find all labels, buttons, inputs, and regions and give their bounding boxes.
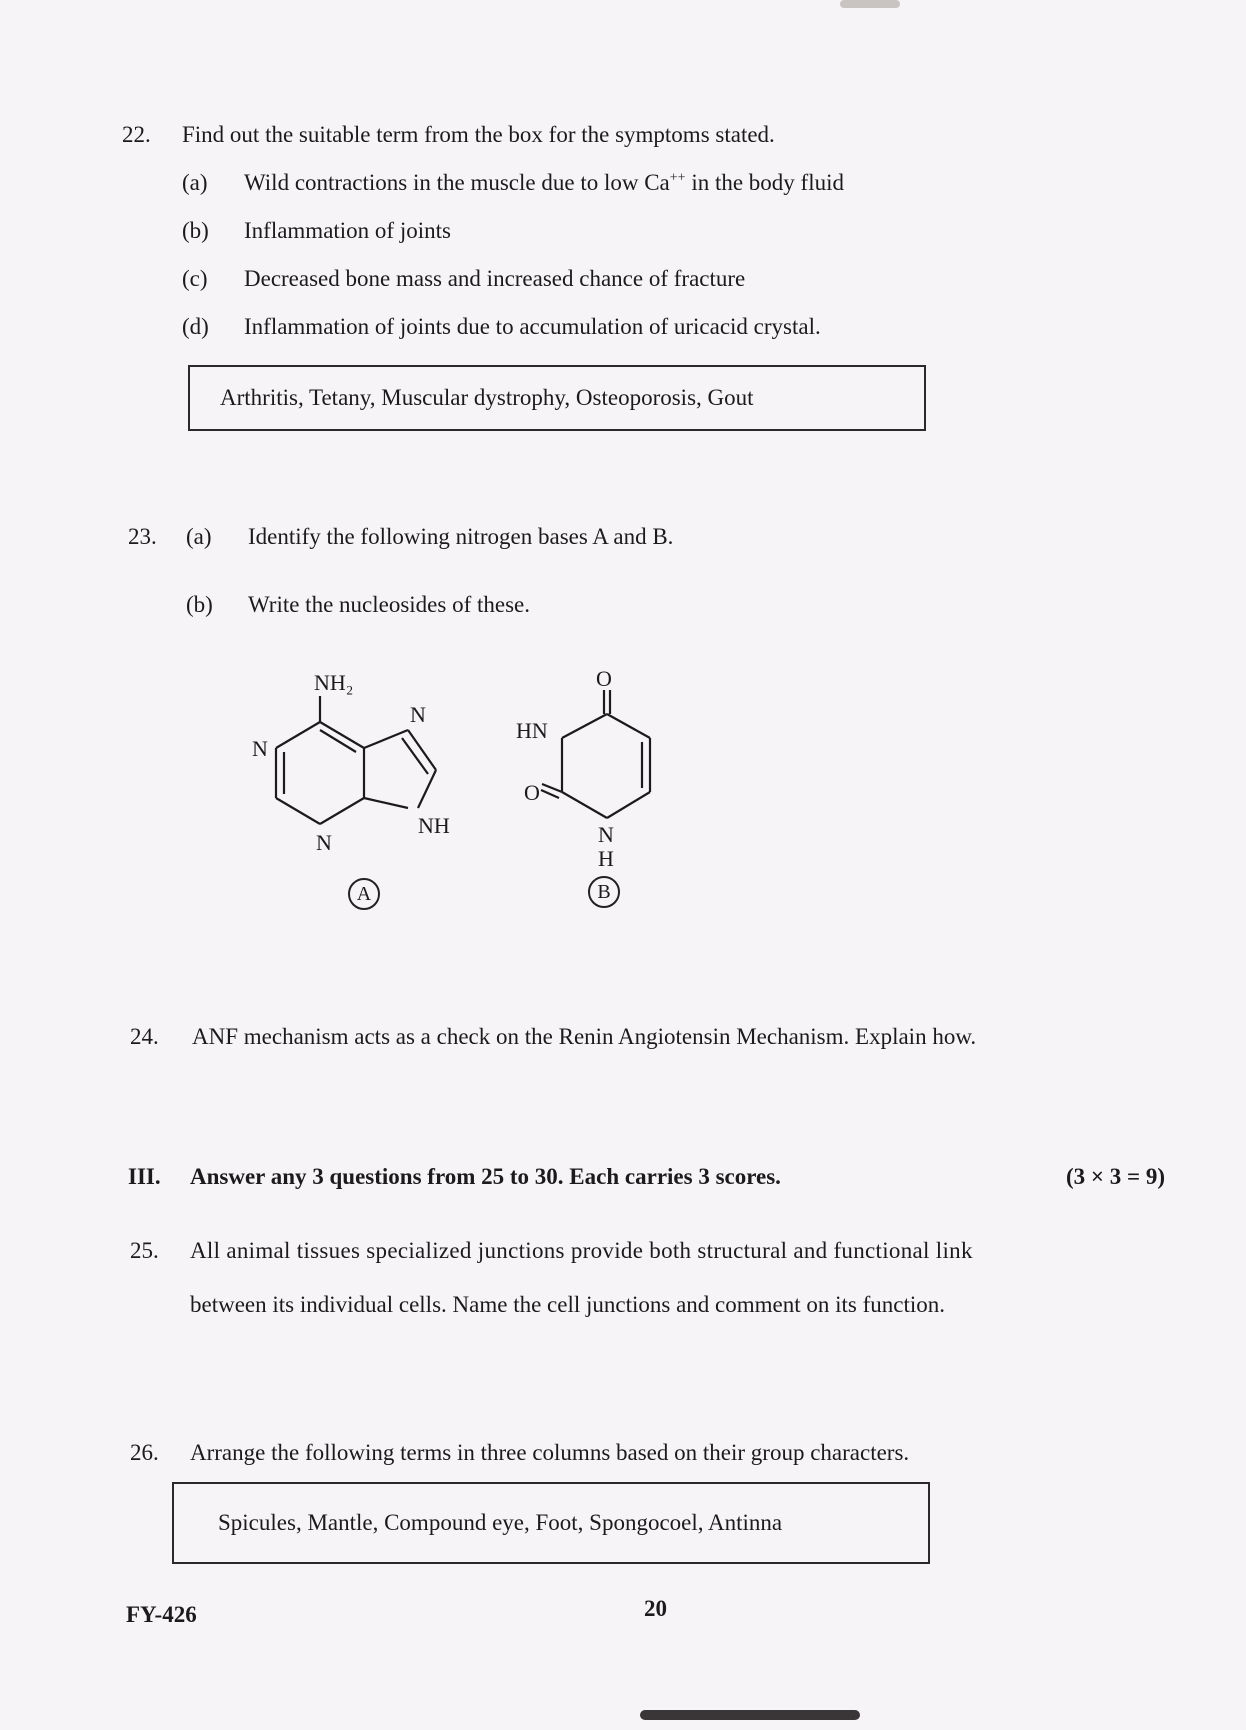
page-number: 20	[644, 1596, 667, 1621]
section-iii-number: III.	[128, 1164, 161, 1189]
structure-a-n-left: N	[252, 736, 268, 761]
q26-term-box	[172, 1482, 930, 1564]
structure-b-hn: HN	[516, 718, 548, 743]
footer-code: FY-426	[126, 1602, 197, 1627]
structure-a-diagram	[240, 660, 480, 850]
q22-a-text: Wild contractions in the muscle due to low Ca++ in the body fluid	[244, 170, 844, 195]
q23-b-text: Write the nucleosides of these.	[248, 592, 531, 617]
q22-term-box-text: Arthritis, Tetany, Muscular dystrophy, Osteoporosis, Gout	[220, 385, 754, 410]
q22-c-label: (c)	[182, 266, 208, 291]
q26-number: 26.	[130, 1440, 159, 1465]
q22-term-box	[188, 365, 926, 431]
structure-a-nh2: NH₂	[314, 670, 354, 695]
q22-text: Find out the suitable term from the box for the symptoms stated.	[182, 122, 775, 147]
q22-b-text: Inflammation of joints	[244, 218, 451, 243]
q23-b-label: (b)	[186, 592, 213, 617]
structure-b-label: B	[588, 876, 620, 908]
q26-text: Arrange the following terms in three columns based on their group characters.	[190, 1440, 910, 1465]
structure-b-n: N	[598, 822, 614, 847]
q23-number: 23.	[128, 524, 157, 549]
q25-line1: All animal tissues specialized junctions provide both structural and functional link	[190, 1238, 973, 1263]
q24-text: ANF mechanism acts as a check on the Renin Angiotensin Mechanism. Explain how.	[192, 1024, 977, 1049]
structure-b-o-top: O	[596, 666, 612, 691]
q22-d-label: (d)	[182, 314, 209, 339]
q22-a-label: (a)	[182, 170, 208, 195]
q25-number: 25.	[130, 1238, 159, 1263]
structure-a-label: A	[348, 878, 380, 910]
q22-number: 22.	[122, 122, 151, 147]
structure-a-nh: NH	[418, 813, 450, 838]
q23-a-label: (a)	[186, 524, 212, 549]
structure-b-diagram	[510, 656, 670, 870]
q23-a-text: Identify the following nitrogen bases A and B.	[248, 524, 674, 549]
structure-b-o-left: O	[524, 780, 540, 805]
q25-line2: between its individual cells. Name the cell junctions and comment on its function.	[190, 1292, 945, 1317]
q22-b-label: (b)	[182, 218, 209, 243]
structure-a-n-top: N	[410, 702, 426, 727]
structure-b-h: H	[598, 846, 614, 870]
scan-artifact-bottom	[640, 1710, 860, 1720]
section-iii-marks: (3 × 3 = 9)	[1066, 1164, 1166, 1189]
section-iii-instruction: Answer any 3 questions from 25 to 30. Each carries 3 scores.	[190, 1164, 781, 1189]
q22-d-text: Inflammation of joints due to accumulation of uricacid crystal.	[244, 314, 821, 339]
q22-c-text: Decreased bone mass and increased chance of fracture	[244, 266, 746, 291]
structure-a-n-bottom: N	[316, 830, 332, 850]
q24-number: 24.	[130, 1024, 159, 1049]
scan-artifact	[840, 0, 900, 8]
q26-term-box-text: Spicules, Mantle, Compound eye, Foot, Spongocoel, Antinna	[218, 1510, 783, 1535]
